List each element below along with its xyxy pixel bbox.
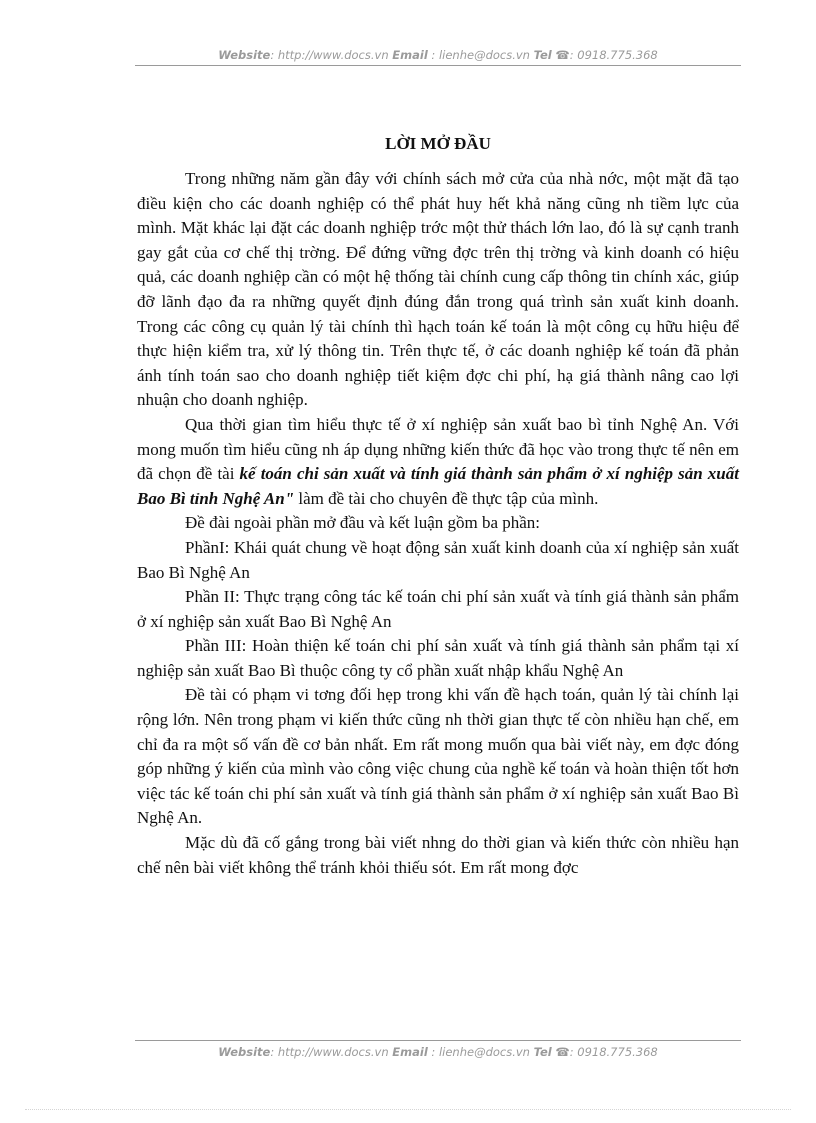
footer-email-link[interactable]: : lienhe@docs.vn [431,1045,530,1059]
paragraph-closing: Mặc dù đã cố gắng trong bài viết nhng do thời gian và kiến thức còn nhiều hạn chế nên bài viết không thể tránh khỏi thiếu sót. Em rất mong đợc [137,833,739,877]
paragraph-part-3: Phần III: Hoàn thiện kế toán chi phí sản xuất và tính giá thành sản phẩm tại xí nghiệp sản xuất Bao Bì thuộc công ty cổ phần xuất nhập khẩu Nghệ An [137,636,739,680]
paragraph-topic-end: làm đề tài cho chuyên đề thực tập của mình. [298,488,599,508]
phone-icon: ☎ [555,1045,570,1059]
footer-website-label: Website [218,1045,271,1059]
paragraph-part-1: PhầnI: Khái quát chung về hoạt động sản xuất kinh doanh của xí nghiệp sản xuất Bao Bì Nghệ An [137,537,739,582]
footer-tel-label: Tel [533,1045,552,1059]
phone-icon: ☎ [555,48,570,62]
header-website-label: Website [218,48,271,62]
header-email-label: Email [392,48,428,62]
page-edge-divider [25,1109,791,1110]
header-email-link[interactable]: : lienhe@docs.vn [431,48,530,62]
paragraph-part-2: Phần II: Thực trạng công tác kế toán chi phí sản xuất và tính giá thành sản phẩm ở xí nghiệp sản xuất Bao Bì Nghệ An [137,587,739,631]
header-tel-label: Tel [533,48,552,62]
footer-email-label: Email [392,1045,428,1059]
footer-tel-value: : 0918.775.368 [569,1045,658,1059]
paragraph-topic-title: kế toán chi sản xuất và tính giá thành sản phẩm ở xí nghiệp sản xuất Bao Bì tỉnh Nghệ An" [137,464,739,508]
paragraph-scope: Đề tài có phạm vi tơng đối hẹp trong khi vấn đề hạch toán, quản lý tài chính lại rộng lớn. Nên trong phạm vi kiến thức cũng nh thời gian thực tế còn nhiều hạn chế, em chỉ đa ra một số vấn đề cơ bản nhất. Em rất mong muốn qua bài viết này, em đợc đóng góp những ý kiến của mình vào công việc chung của nghề kế toán và hoàn thiện tốt hơn việc tác kế toán chi phí sản xuất và tính giá thành sản phẩm ở xí nghiệp sản xuất Bao Bì Nghệ An. [137,685,739,828]
page-header [135,48,741,66]
paragraph-topic-start: Qua thời gian tìm hiểu thực tế ở xí nghiệp sản xuất bao bì tỉnh Nghệ An. Với mong muốn tìm hiểu cũng nh áp dụng những kiến thức đã học vào trong thực tế nên em đã chọn đề tài [137,414,739,484]
document-title: LỜI MỞ ĐẦU [385,134,491,153]
page-footer [135,1040,741,1059]
header-tel-value: : 0918.775.368 [569,48,658,62]
paragraph-intro: Trong những năm gần đây với chính sách mở cửa của nhà nớc, một mặt đã tạo điều kiện cho các doanh nghiệp có thể phát huy hết khả năng cũng nh tiềm lực của mình. Mặt khác lại đặt các doanh nghiệp trớc một thử thách lớn lao, đó là sự cạnh tranh gay gắt của cơ chế thị trờng. Để đứng vững đợc trên thị trờng và kinh doanh có hiệu quả, các doanh nghiệp cần có một hệ thống tài chính cung cấp thông tin chính xác, giúp đỡ lãnh đạo đa ra những quyết định đúng đắn trong quá trình sản xuất kinh doanh. Trong các công cụ quản lý tài chính thì hạch toán kế toán là một công cụ hữu hiệu để thực hiện kiểm tra, xử lý thông tin. Trên thực tế, ở các doanh nghiệp kế toán đã phản ánh tính toán sao cho doanh nghiệp tiết kiệm đợc chi phí, hạ giá thành nâng cao lợi nhuận cho doanh nghiệp. [137,169,739,410]
document-body [137,133,739,880]
footer-website-link[interactable]: : http://www.docs.vn [270,1045,389,1059]
paragraph-structure: Đề đài ngoài phần mở đầu và kết luận gồm ba phần: [185,513,541,533]
paragraph-topic [137,413,739,511]
header-website-link[interactable]: : http://www.docs.vn [270,48,389,62]
